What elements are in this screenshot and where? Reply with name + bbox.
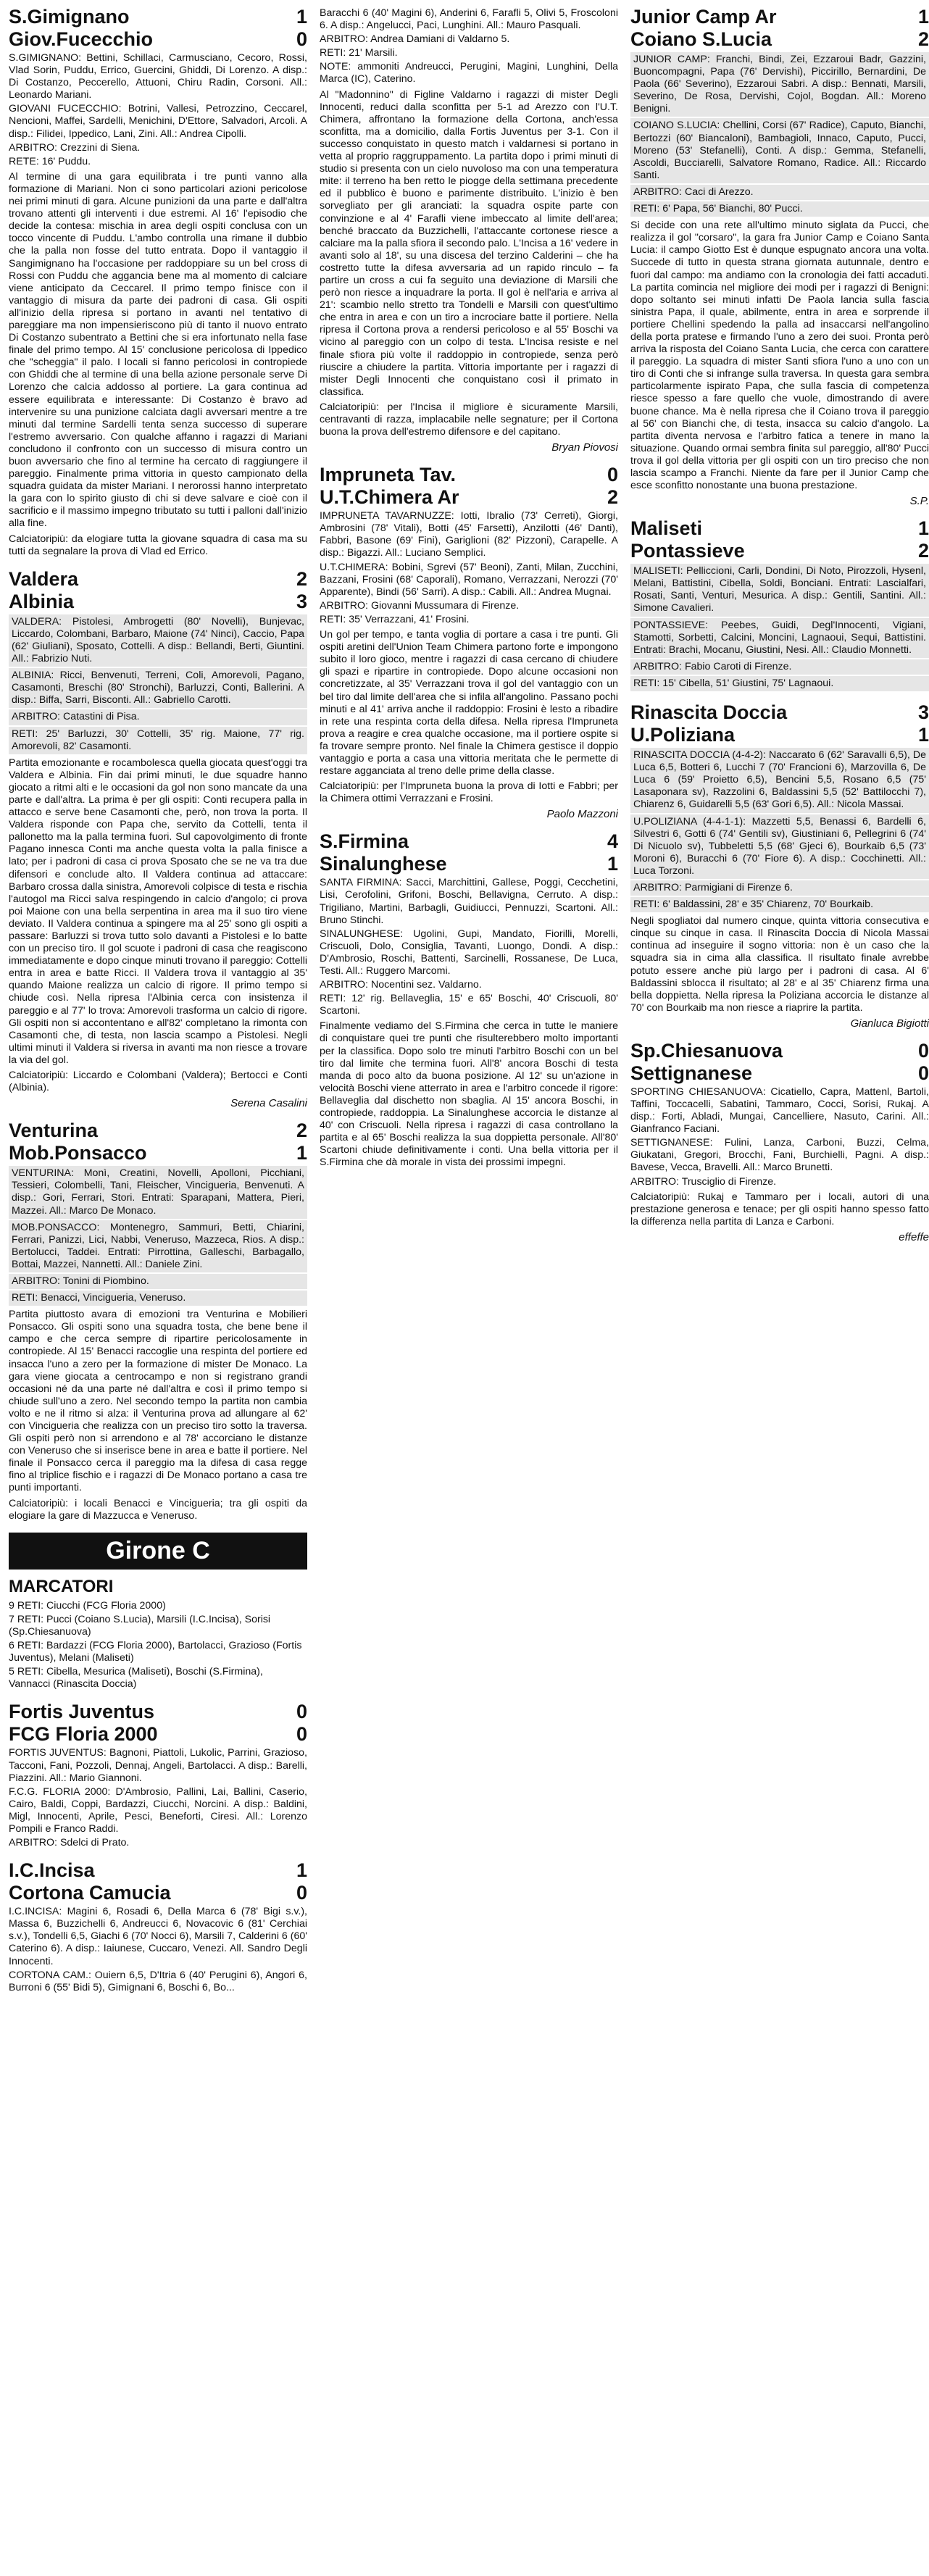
- team-away-row: [630, 28, 929, 51]
- home-team: S.Firmina: [320, 830, 409, 853]
- column-1: [9, 6, 307, 2004]
- match-report-sgimignano: [9, 6, 307, 558]
- goals: RETE: 16' Puddu.: [9, 155, 91, 167]
- away-team: FCG Floria 2000: [9, 1723, 158, 1746]
- scorer-line: 6 RETI: Bardazzi (FCG Floria 2000), Bartolacci, Grazioso (Fortis Juventus), Melani (Maliseti): [9, 1640, 302, 1664]
- referee: ARBITRO: Caci di Arezzo.: [630, 185, 929, 200]
- referee: ARBITRO: Andrea Damiani di Valdarno 5.: [320, 33, 510, 46]
- away-score: 1: [917, 724, 929, 746]
- away-team: Sinalunghese: [320, 853, 447, 875]
- home-team: Fortis Juventus: [9, 1701, 155, 1723]
- away-score: 3: [296, 590, 307, 612]
- match-report-incisa: [9, 1859, 307, 1994]
- report-text: Al "Madonnino" di Figline Valdarno i ragazzi di mister Degli Innocenti, reduci dalla sconfitta per 5-1 ad Arezzo con l'U.T. Chimera, affrontano la formazione della Cortona, anch'essa sconfitta, ma a domicilio, dalla Fortis Juventus per 3-1. Con il successo conquistato in questo match i valdarnesi si portano in vetta al proprio raggruppamento. La partita dopo i primi minuti di studio si presenta con un cielo nuvoloso ma con una temperatura mite: il terreno ha ben retto le piogge della settimana precedente ed il pubblico è buono e parimente distribuito. L'inizio è ben sorvegliato per gli aranciati: la squadra ospite parte con convinzione e al 4' Farafli viene imbeccato al limite dell'area; benché braccato da Buzzichelli, l'attaccante cortonese riesce a calciare ma la palla sfiora il secondo palo. L'Incisa a 16' vedere in avanti solo al 18', su una discesa del terzino Calderini – che ha costretto tutte la difesa avversaria ad un rapido rinculo – fa partire un cross a cui fa seguito una deviazione di Marsili che però non riesce a inquadrare la porta. Il gol è nell'aria e arriva al 21': scambio nello stretto tra Tondelli e Marsili con quest'ultimo che entra in area e con un tiro a incrociare batte il portiere. Nella ripresa il Cortona prova a rendersi pericoloso e al 55' Boschi va vicino al pareggio con un colpo di testa. L'Incisa resiste e nel finale sfiora più volte il raddoppio in contropiede, senza però riuscire a chiudere la partita. Vittoria importante per i ragazzi di mister Degli Innocenti che conquistano così il primato in classifica.: [320, 88, 618, 398]
- byline: effeffe: [899, 1230, 929, 1243]
- scorer-line: 5 RETI: Cibella, Mesurica (Maliseti), Boschi (S.Firmina), Vannacci (Rinascita Doccia): [9, 1666, 263, 1691]
- team-away-row: [630, 540, 929, 562]
- goals: RETI: 25' Barluzzi, 30' Cottelli, 35' rig. Maione, 77' rig. Amorevoli, 82' Casamonti.: [9, 727, 307, 754]
- team-away-row: [9, 1142, 307, 1164]
- team-away-row: [320, 486, 618, 509]
- lineup-away: U.POLIZIANA (4-4-1-1): Mazzetti 5,5, Benassi 6, Bardelli 6, Silvestri 6, Gotti 6 (74' Gentili sv), Giustiniani 6, Pellegrini 6 (74' Di Nicuolo sv), Tubbeletti 5,5 (68' Gjeci 6), Bourkaib 6,5 (73' Moroni 6), Buracchi 6 (70' Fiore 6). A disp.: Cocchinetti. All.: Luca Torzoni.: [630, 814, 929, 879]
- team-home-row: [320, 830, 618, 853]
- referee: ARBITRO: Nocentini sez. Valdarno.: [320, 979, 482, 991]
- team-home-row: [630, 517, 929, 540]
- goals: RETI: 35' Verrazzani, 41' Frosini.: [320, 613, 470, 625]
- scorer-line: 9 RETI: Ciucchi (FCG Floria 2000): [9, 1599, 166, 1612]
- team-home-row: [630, 701, 929, 724]
- byline: Paolo Mazzoni: [546, 808, 618, 821]
- lineup-continued: Baracchi 6 (40' Magini 6), Anderini 6, Farafli 5, Olivi 5, Froscoloni 6. A disp.: Angelucci, Paci, Lunghini. All.: Mauro Pasquali.: [320, 7, 618, 32]
- referee: ARBITRO: Trusciglio di Firenze.: [630, 1175, 777, 1188]
- notes: NOTE: ammoniti Andreucci, Perugini, Magini, Lunghini, Della Marca (IC), Caterino.: [320, 61, 618, 86]
- lineup-away: SINALUNGHESE: Ugolini, Gupi, Mandato, Fiorilli, Morelli, Criscuoli, Dolo, Consiglia, Tavanti, Luongo, Dondi. A disp.: D'Ambrosio, Roschi, Battenti, Sarcinelli, Rossanese, De Luca, Testi. All.: Ruggero Marcomi.: [320, 928, 618, 977]
- lineup-home: JUNIOR CAMP: Franchi, Bindi, Zei, Ezzaroui Badr, Gazzini, Buoncompagni, Papa (76' Dervishi), Piccirillo, Bernardini, De Paola (66' Severino), Ezzaroui Sabri. A disp.: Bennati, Marsili, Severino, De Rosa, Dervishi, Cojol, Bogdan. All.: Moreno Benigni.: [630, 52, 929, 117]
- match-report-valdera: [9, 568, 307, 1109]
- away-team: Albinia: [9, 590, 75, 612]
- match-report-rinascita-doccia: [630, 701, 929, 1030]
- home-team: Junior Camp Ar: [630, 6, 777, 28]
- team-away-row: [9, 1882, 307, 1904]
- team-away-row: [9, 28, 307, 51]
- home-score: 0: [607, 464, 618, 486]
- match-report-venturina: [9, 1120, 307, 1522]
- team-home-row: [9, 1701, 307, 1723]
- away-team: Settignanese: [630, 1062, 753, 1084]
- referee: ARBITRO: Giovanni Mussumara di Firenze.: [320, 599, 520, 612]
- home-team: Rinascita Doccia: [630, 701, 788, 724]
- away-score: 2: [917, 28, 929, 50]
- home-team: Valdera: [9, 567, 79, 590]
- standout-players: Calciatoripiù: per l'Impruneta buona la prova di Iotti e Fabbri; per la Chimera ottimi Verrazzani e Frosini.: [320, 780, 618, 805]
- team-away-row: [9, 591, 307, 613]
- team-away-row: [630, 1062, 929, 1085]
- lineup-home: VENTURINA: Monì, Creatini, Novelli, Apolloni, Picchiani, Tessieri, Colombelli, Tani, Fleischer, Vincigueria, Benvenuti. A disp.: Gori, Ferrari, Stori. Entrati: Sparapani, Mattera, Pieri, Mazzei. All.: Marco De Monaco.: [9, 1166, 307, 1218]
- goals: RETI: 6' Papa, 56' Bianchi, 80' Pucci.: [630, 201, 929, 217]
- away-score: 2: [917, 540, 929, 562]
- home-score: 4: [607, 830, 618, 853]
- goals: RETI: 12' rig. Bellaveglia, 15' e 65' Boschi, 40' Criscuoli, 80' Scartoni.: [320, 993, 618, 1017]
- byline: Serena Casalini: [230, 1097, 307, 1110]
- report-text: Si decide con una rete all'ultimo minuto siglata da Pucci, che realizza il gol "corsaro", la gara fra Junior Camp e Coiano Santa Lucia: il campo Giotto Est è dunque espugnato ancora una volta. Succede di tutto in questa strana giornata autunnale, dentro e fuori dal campo: ma andiamo con la cronologia dei fatti accaduti. La partita comincia nel migliore dei modi per i ragazzi di Benigni: dopo soltanto sei minuti infatti De Paola lancia sulla fascia sinistra Papa, il quale, abilmente, entra in area e sorprende il portiere Chellini spedendo la palla ad insaccarsi nell'angolino della porta pratese e firmando l'uno a zero dei suoi. Pronta però arriva la risposta del Coiano Santa Lucia, che cerca con carattere il pareggio. La squadra di mister Santi sfiora l'uno a uno con un tiro di Conti che si infrange sulla traversa. In questa gara sembra particolarmente ispirato Papa, che sulla fascia di competenza riesce spesso a fare quello che vuole, dimostrando di avere buone chance. Ma è nella ripresa che il Coiano trova il pareggio al 56' con Bianchi che, di testa, insacca su calcio d'angolo. La partita diventa nervosa e l'arbitro fatica a tenere in mano la situazione. Quando ormai sembra finita sul pareggio, all'80' Pucci trova il gol della vittoria per gli ospiti con un tiro preciso che non lascia scampo a Franchi. Niente da fare per il Junior Camp che esce sconfitto nonostante una buona prestazione.: [630, 220, 929, 492]
- away-team: Pontassieve: [630, 540, 745, 562]
- lineup-away: CORTONA CAM.: Ouiern 6,5, D'Itria 6 (40' Perugini 6), Angori 6, Burroni 6 (55' Bidi 5), Gimignani 6, Boschi 6, Bo...: [9, 1969, 307, 1993]
- away-score: 0: [296, 28, 307, 50]
- home-team: Sp.Chiesanuova: [630, 1039, 783, 1062]
- away-team: U.Poliziana: [630, 724, 736, 746]
- lineup-away: GIOVANI FUCECCHIO: Botrini, Vallesi, Petrozzino, Ceccarel, Nencioni, Maffei, Sardelli, Menichini, D'Ettore, Salvadori, Arcoli. A disp.: Filidei, Ippedico, Lani, Zini. All.: Andrea Cipolli.: [9, 103, 307, 140]
- column-3: [630, 6, 929, 2004]
- team-home-row: [630, 6, 929, 28]
- team-home-row: [9, 568, 307, 591]
- standout-players: Calciatoripiù: Liccardo e Colombani (Valdera); Bertocci e Conti (Albinia).: [9, 1070, 307, 1094]
- home-score: 3: [917, 701, 929, 724]
- report-text: Negli spogliatoi dal numero cinque, quinta vittoria consecutiva e cinque su cinque in casa. Il Rinascita Doccia di Nicola Massai continua ad inseguire il sogno vittoria: non è un caso che la squadra sia in cima alla classifica. Il risultato finale avrebbe potuto essere anche più largo per i padroni di casa. Al 6' Baldassini sblocca il risultato; al 28' e al 35' Chiarenz firma una bella doppietta. Nella ripresa la Poliziana accorcia le distanze al 70' con Bourkaib ma non riesce a riaprire la partita.: [630, 915, 929, 1014]
- byline: Bryan Piovosi: [551, 441, 618, 454]
- lineup-home: SPORTING CHIESANUOVA: Cicatiello, Capra, Mattenl, Bartoli, Taffini, Toccacelli, Sabatini, Tammaro, Cocci, Sorisi, Rukaj. A disp.: Forti, Abladi, Mungai, Cancelliere, Nasuto, Carini. All.: Gianfranco Faciani.: [630, 1085, 929, 1135]
- scorers-title: MARCATORI: [9, 1576, 114, 1596]
- standout-players: Calciatoripiù: da elogiare tutta la giovane squadra di casa ma su tutti da segnalare la prova di Vlad ed Errico.: [9, 533, 307, 557]
- home-team: Venturina: [9, 1120, 99, 1142]
- goals: RETI: 15' Cibella, 51' Giustini, 75' Lagnaoui.: [630, 676, 929, 691]
- home-score: 1: [296, 6, 307, 28]
- referee: ARBITRO: Fabio Caroti di Firenze.: [630, 659, 929, 675]
- standout-players: Calciatoripiù: per l'Incisa il migliore è sicuramente Marsili, centravanti di razza, implacabile nelle segnature; per il Cortona buona la prova dell'estremo difensore e del capitano.: [320, 401, 618, 438]
- team-away-row: [630, 724, 929, 746]
- away-score: 1: [296, 1142, 307, 1164]
- lineup-home: RINASCITA DOCCIA (4-4-2): Naccarato 6 (62' Saravalli 6,5), De Luca 6,5, Botteri 6, Lucchi 7 (70' Francioni 6), Marzovilla 6, De Luca 6 (59' Proietto 6,5), Bencini 5,5, Rosano 6,5 (75' Lasaponara sv), Razzolini 6, Baldassini 5,5 (52' Battilocchi 7), Chiarenz 6, Guidarelli 5,5 (63' Gori 6,5). All.: Nicola Massai.: [630, 748, 929, 812]
- byline: S.P.: [909, 495, 929, 508]
- lineup-home: S.GIMIGNANO: Bettini, Schillaci, Carmusciano, Cecoro, Rossi, Vlad Sorin, Puddu, Errico, Guercini, Ghiddi, Di Lorenzo. A disp.: Di Costanzo, Peccerello, Attuoni, Chiru Radin, Corsoni. All.: Leonardo Mariani.: [9, 52, 307, 101]
- team-away-row: [9, 1723, 307, 1746]
- team-home-row: [9, 6, 307, 28]
- home-score: 2: [296, 1120, 307, 1142]
- away-score: 2: [607, 486, 618, 509]
- lineup-away: SETTIGNANESE: Fulini, Lanza, Carboni, Buzzi, Celma, Giukatani, Gregori, Brocchi, Fani, Burchielli, Pagni. A disp.: Bavese, Vecca, Bravelli. All.: Marco Brunetti.: [630, 1137, 929, 1174]
- report-text: Partita piuttosto avara di emozioni tra Venturina e Mobilieri Ponsacco. Gli ospiti sono una squadra tosta, che bene bene il campo e che cerca sempre di ripartire pericolosamente in contropiede. Al 15' Benacci raccoglie una respinta del portiere ed insacca l'uno a zero per la formazione di mister De Monaco. La gara viene giocata a centrocampo e non si registrano grandi occasioni né da una parte né dall'altra e così il primo tempo si chiude sull'uno a zero. Nel secondo tempo la partita non cambia volto e ne il ritmo si alza: il Venturina prova ad allungare al 62' con Vincigueria che realizza con un preciso tiro sotto la traversa. Gli ospiti però non si arrendono e al 78' accorciano le distanze con Veneruso che si inserisce bene in area e batte il portiere. Nel finale il Ponsacco cerca il pareggio ma la difesa di casa regge fino al triplice fischio e i ragazzi di De Monaco portano a casa tre punti importanti.: [9, 1309, 307, 1494]
- team-home-row: [320, 464, 618, 486]
- referee: ARBITRO: Catastini di Pisa.: [9, 709, 307, 725]
- report-text: Finalmente vediamo del S.Firmina che cerca in tutte le maniere di conquistare quei tre punti che risulterebbero molto importanti per la classifica. Dopo solo tre minuti l'arbitro Boschi con un bel tiro dal limite che termina fuori. All'8' ancora Boschi di testa manda di poco alto da buona posizione. Al 12' su un'azione in velocità Boschi viene atterrato in area e l'arbitro concede il rigore: Bellaveglia dal dischetto non sbaglia. Al 15' ancora Boschi, in contropiede, raddoppia. La Sinalunghese accorcia le distanze al 40' con Criscuoli. Nella ripresa i ragazzi di casa controllano la partita e al 65' Boschi realizza la sua doppietta personale. All'80' Scartoni chiude definitivamente i conti. Una bella vittoria per il S.Firmina che dà morale in vista dei prossimi impegni.: [320, 1020, 618, 1169]
- lineup-home: MALISETI: Pelliccioni, Carli, Dondini, Di Noto, Pirozzoli, Hysenl, Melani, Battistini, Cibella, Soldi, Bonciani. Entrati: Lascialfari, Rosati, Santi, Venturi, Mesurica. A disp.: Gentili, Santini. All.: Simone Cavalieri.: [630, 564, 929, 616]
- home-team: S.Gimignano: [9, 6, 130, 28]
- report-text: Un gol per tempo, e tanta voglia di portare a casa i tre punti. Gli ospiti aretini dell'Union Team Chimera partono forte e impongono subito il loro gioco, mentre i ragazzi di casa cercano di chiudere gli spazi e ripartire in contropiede. Dopo alcune occasioni non concretizzate, al 35' Verrazzani trova il gol del vantaggio con un bel tiro dal limite dell'area che si infila all'angolino. Passano pochi minuti e al 41' arriva anche il raddoppio: Frosini è lesto a ribadire in rete una respinta corta della difesa. Nella ripresa l'Impruneta prova a reagire e crea qualche occasione, ma il portiere ospite si fa trovare sempre pronto. Nel finale la Chimera gestisce il doppio vantaggio e porta a casa una vittoria meritata che le permette di restare agganciata al treno delle prime della classe.: [320, 629, 618, 778]
- lineup-away: PONTASSIEVE: Peebes, Guidi, Degl'Innocenti, Vigiani, Stamotti, Sorbetti, Calcini, Moncini, Lagnaoui, Sequi, Battistini. Entrati: Brachi, Mocanu, Giustini, Nesi. All.: Claudio Monnetti.: [630, 618, 929, 658]
- lineup-away: COIANO S.LUCIA: Chellini, Corsi (67' Radice), Caputo, Bianchi, Bertozzi (60' Biancaloni), Bambagioli, Innaco, Caputo, Pucci, Moreno (53' Stefanelli), Conti. A disp.: Gemma, Stefanelli, Ascoldi, Bucciarelli, Salvatore Romano, Radice. All.: Riccardo Santi.: [630, 118, 929, 183]
- referee: ARBITRO: Parmigiani di Firenze 6.: [630, 880, 929, 896]
- away-score: 0: [296, 1723, 307, 1746]
- match-report-sfirmina: [320, 830, 618, 1169]
- referee: ARBITRO: Sdelci di Prato.: [9, 1837, 130, 1849]
- lineup-home: VALDERA: Pistolesi, Ambrogetti (80' Novelli), Bunjevac, Liccardo, Colombani, Barbaro, Maione (74' Ninci), Caccio, Papa (62' Giuliani), Sposato, Cottelli. A disp.: Bellandi, Berti, Giuntini. All.: Fabrizio Nuti.: [9, 614, 307, 667]
- away-team: Coiano S.Lucia: [630, 28, 772, 50]
- match-report-impruneta: [320, 464, 618, 820]
- lineup-home: IMPRUNETA TAVARNUZZE: Iotti, Ibralio (73' Cerreti), Giorgi, Ambrosini (78' Vitali), Botti (45' Farsetti), Anzilotti (46' Danti), Fabbri, Basone (69' Fini), Gariglioni (82' Pizzoni), Carapelle. A disp.: Bigazzi. All.: Luciano Semplici.: [320, 510, 618, 559]
- standout-players: Calciatoripiù: i locali Benacci e Vincigueria; tra gli ospiti da elogiare la gare di Mazzucca e Veneruso.: [9, 1497, 307, 1522]
- column-2: [320, 6, 618, 2004]
- top-scorers: [9, 1577, 307, 1691]
- lineup-away: U.T.CHIMERA: Bobini, Sgrevi (57' Beoni), Zanti, Milan, Zucchini, Bazzani, Frosini (68' Caporali), Romano, Verrazzani, Nerozzi (70' Apparente), Bindi (56' Sarri). A disp.: Cabili. All.: Andrea Mugnai.: [320, 561, 618, 598]
- lineup-home: I.C.INCISA: Magini 6, Rosadi 6, Della Marca 6 (78' Bigi s.v.), Massa 6, Buzzichelli 6, Andreucci 6, Novacovic 6 (81' Cerchiai s.v.), Tondelli 6,5, Giachi 6 (70' Nocci 6), Marsili 7, Calderini 6 (60' Caterino 6). A disp.: Iaiunese, Cuccaro, Venezi. All. Sandro Degli Innocenti.: [9, 1906, 307, 1967]
- referee: ARBITRO: Crezzini di Siena.: [9, 141, 141, 154]
- lineup-away: ALBINIA: Ricci, Benvenuti, Terreni, Coli, Amorevoli, Pagano, Casamonti, Breschi (80' Stronchi), Barluzzi, Conti, Ballerini. A disp.: Biffa, Sarri, Bisconti. All.: Gabriello Carotti.: [9, 668, 307, 708]
- away-team: Giov.Fucecchio: [9, 28, 154, 50]
- three-column-layout: [9, 6, 929, 2004]
- home-team: Impruneta Tav.: [320, 464, 457, 486]
- scorer-line: 7 RETI: Pucci (Coiano S.Lucia), Marsili (I.C.Incisa), Sorisi (Sp.Chiesanuova): [9, 1613, 271, 1638]
- home-score: 2: [296, 567, 307, 590]
- match-report-maliseti: [630, 517, 929, 691]
- lineup-away: F.C.G. FLORIA 2000: D'Ambrosio, Pallini, Lai, Ballini, Caserio, Cairo, Baldi, Coppi, Bardazzi, Ciucchi, Norcini. A disp.: Baldini, Migl, Innocenti, Aprile, Pesci, Beneforti, Ciresi. All.: Lorenzo Pompili e Franco Raddi.: [9, 1785, 307, 1835]
- match-report-chiesanuova: [630, 1040, 929, 1243]
- goals: RETI: 21' Marsili.: [320, 47, 398, 59]
- away-team: Cortona Camucia: [9, 1882, 171, 1904]
- match-report-incisa-continued: [320, 7, 618, 454]
- goals: RETI: 6' Baldassini, 28' e 35' Chiarenz, 70' Bourkaib.: [630, 897, 929, 912]
- lineup-home: FORTIS JUVENTUS: Bagnoni, Piattoli, Lukolic, Parrini, Grazioso, Tacconi, Fani, Pozzoli, Dennaj, Angeli, Bartolacci. A disp.: Barelli, Piazzini. All.: Mario Giannoni.: [9, 1747, 307, 1784]
- away-team: Mob.Ponsacco: [9, 1142, 147, 1164]
- home-score: 1: [917, 6, 929, 28]
- home-team: Maliseti: [630, 517, 703, 540]
- home-score: 0: [296, 1701, 307, 1723]
- referee: ARBITRO: Tonini di Piombino.: [9, 1274, 307, 1289]
- team-home-row: [9, 1120, 307, 1142]
- away-team: U.T.Chimera Ar: [320, 486, 459, 509]
- standout-players: Calciatoripiù: Rukaj e Tammaro per i locali, autori di una prestazione generosa e tenace; per gli ospiti hanno spesso fatto la differenza nella partita di Lanza e Carboni.: [630, 1191, 929, 1227]
- home-team: I.C.Incisa: [9, 1859, 95, 1882]
- lineup-away: MOB.PONSACCO: Montenegro, Sammuri, Betti, Chiarini, Ferrari, Panizzi, Lici, Nabbi, Veneruso, Mazzeca, Rios. A disp.: Bertolucci, Taddei. Entrati: Pirrottina, Galleschi, Barbagallo, Bottai, Mazzei, Nannetti. All.: Daniele Zini.: [9, 1220, 307, 1272]
- section-header-girone-c: Girone C: [9, 1533, 307, 1570]
- team-home-row: [630, 1040, 929, 1062]
- byline: Gianluca Bigiotti: [850, 1017, 929, 1030]
- goals: RETI: Benacci, Vincigueria, Veneruso.: [9, 1291, 307, 1306]
- home-score: 1: [296, 1859, 307, 1882]
- report-text: Al termine di una gara equilibrata i tre punti vanno alla formazione di Mariani. Non ci sono particolari azioni pericolose nei primi minuti di gara. Alcune punizioni da una parte e dall'altra trovano attenti gli interventi i due estremi. Al 16' l'episodio che decide la contesa: mischia in area degli ospiti conclusa con un tocco vincente di Puddu. L'ambo controlla una rimane il dubbio che la palla non fosse del tutto entrata. Dopo il vantaggio il Sangimignano ha l'occasione per raddoppiare su un bel cross di Rossi con Puddu che aggancia bene ma al momento di calciare viene anticipato da Ceccarel. Il primo tempo finisce con il vantaggio di misura da parte dei padroni di casa. Gli ospiti all'inizio della ripresa si portano in avanti nel tentativo di pareggiare ma non impensieriscono più di tanto il nuovo entrato Di Costanzo subentrato a Bettini che si era infortunato nella fase finale del primo tempo. Al 15' conclusione pericolosa di Ippedico che "scheggia" il palo. I locali si fanno pericolosi in contropiede con Ghiddi che al termine di una bella azione personale serve Di Lorenzo che calcia addosso al portiere. La gara continua ad essere equilibrata e interessante: Di Costanzo è bravo ad intervenire su una punizione calciata dagli avversari mentre a tre minuti dal termine Sardelli tenta senza successo di superare l'estremo avversario. Con qualche affanno i ragazzi di Mariani concludono il confronto con un successo di misura contro un buon avversario che fino al termine ha cercato di raggiungere il pareggio. Finalmente prima vittoria in questo campionato della squadra guidata da mister Mariani. I nerorossi hanno interpretato la gara con lo spirito giusto di chi si deve salvare e cioè con il sacrificio e il massimo impegno tributato su tutti i palloni dall'inizio alla fine.: [9, 170, 307, 530]
- away-score: 0: [296, 1882, 307, 1904]
- away-score: 0: [917, 1062, 929, 1084]
- team-home-row: [9, 1859, 307, 1882]
- team-away-row: [320, 853, 618, 875]
- home-score: 1: [917, 517, 929, 540]
- lineup-home: SANTA FIRMINA: Sacci, Marchittini, Gallese, Poggi, Cecchetini, Lisi, Cerofolini, Grifoni, Boschi, Bellavigna, Cerruto. A disp.: Trigiliano, Martini, Barbagli, Guidiucci, Pennuzzi, Scartoni. All.: Bruno Stinchi.: [320, 877, 618, 926]
- match-report-fortis: [9, 1701, 307, 1849]
- match-report-junior-camp: [630, 6, 929, 507]
- home-score: 0: [917, 1039, 929, 1062]
- report-text: Partita emozionante e rocambolesca quella giocata quest'oggi tra Valdera e Albinia. Fin dai primi minuti, le due squadre hanno giocato a ritmi alti e le occasioni da gol non sono mancate da una parte e dall'altra. La prima è per gli ospiti: Conti recupera palla in attacco e serve bene Casamonti che, però, non trova la porta. Il Valdera risponde con Papa che, servito da Cottelli, tenta il pallonetto ma la palla termina fuori. Sul capovolgimento di fronte Pagano innesca Conti ma anche questa volta la palla finisce a lato; per i padroni di casa ci prova Sposato che se ne va tra due difensori e conclude alto. Il Valdera continua ad attaccare: Barbaro crossa dalla sinistra, Amorevoli colpisce di testa e rischia l'autogol ma Ricci salva respingendo in calcio d'angolo; ci prova poi Maione con una bella serpentina in area ma il suo tiro viene deviato. Il Valdera continua a spingere ma al 25' sono gli ospiti a passare: Barluzzi si trova tutto solo davanti a Pistolesi e lo batte con un preciso tiro. Il gol scuote i padroni di casa che reagiscono immediatamente e dopo cinque minuti trovano il pareggio: Cottelli entra in area e batte Ricci. Il Valdera trova il vantaggio al 35' quando Maione realizza un calcio di rigore. Il primo tempo si chiude così. Nella ripresa l'Albinia cerca con insistenza il pareggio e al 77' lo trova: Amorevoli trasforma un calcio di rigore. Gli ospiti non si accontentano e all'82' completano la rimonta con Casamonti che, di testa, non lascia scampo a Pistolesi. Negli ultimi minuti il Valdera si riversa in avanti ma non riesce a trovare la via del gol.: [9, 756, 307, 1066]
- away-score: 1: [607, 853, 618, 875]
